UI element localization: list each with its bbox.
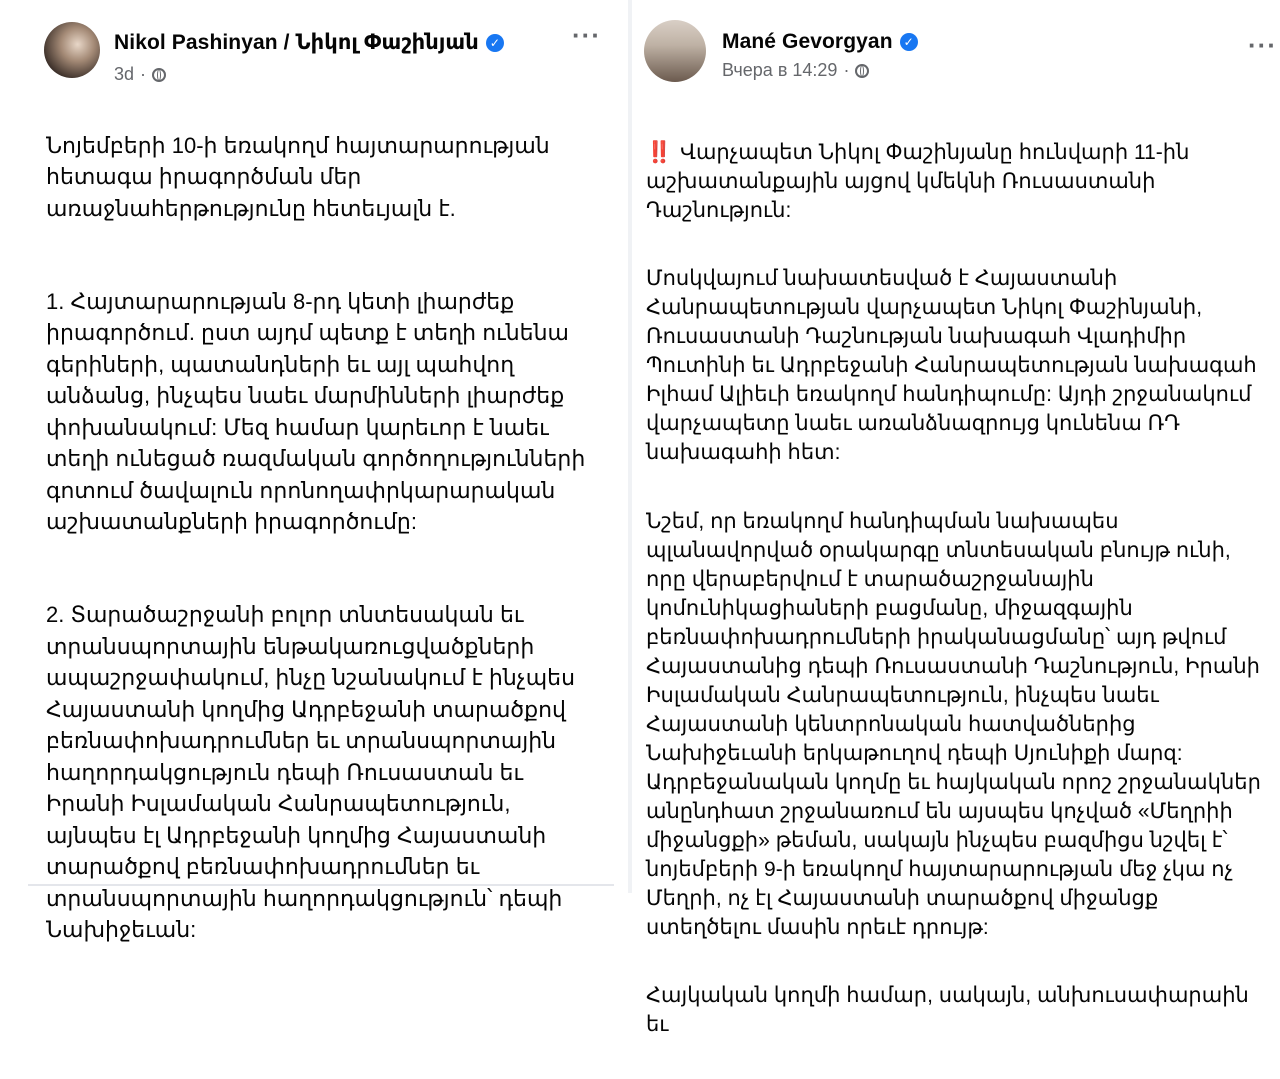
- post-paragraph: Նոյեմբերի 10-ի եռակողմ հայտարարության հետագա իրագործման մեր առաջնահերթությունը հետեւյալն է.: [46, 132, 550, 221]
- post-body: [46, 98, 616, 1007]
- meta-separator: ·: [140, 64, 147, 84]
- post-meta: [114, 64, 166, 85]
- divider: [28, 884, 614, 886]
- globe-icon[interactable]: [855, 64, 869, 78]
- author-name[interactable]: Nikol Pashinyan / Նիկոլ Փաշինյան: [114, 31, 479, 54]
- post-paragraph: Հայկական կողմի համար, սակայն, անխուսափարաին եւ: [646, 984, 1249, 1036]
- post-body: [646, 106, 1276, 1079]
- left-post-header: [114, 30, 504, 55]
- globe-icon[interactable]: [152, 68, 166, 82]
- right-post-header: [722, 30, 918, 54]
- post-paragraph: Նշեմ, որ եռակողմ հանդիպման նախապես պլանավորված օրակարգը տնտեսական բնույթ ունի, որը վերաբերվում է տարածաշրջանային կոմունիկացիաների բացմանը, միջազգային բեռնափոխադրումների իրականացմանը՝ այդ թվում Հայաստանից դեպի Ռուսաստանի Դաշնություն, Իրանի Իսլամական Հանրապետություն, ինչպես նաեւ Հայաստանի կենտրոնական հատվածներից Նախիջեւանի երկաթուղով դեպի Սյունիքի մարզ: Ադրբեջանական կողմը եւ հայկական որոշ շրջանակներ անընդհատ շրջանառում են այսպես կոչված «Մեղրիի միջանցքի» թեման, սակայն ինչպես բազմիցս նշվել է՝ նոյեմբերի 9-ի եռակողմ հայտարարության մեջ չկա ոչ Մեղրի, ոչ էլ Հայաստանի տարածքով միջանցք ստեղծելու մասին որեւէ դրույթ:: [646, 509, 1261, 939]
- post-paragraph-text: Վարչապետ Նիկոլ Փաշինյանը հունվարի 11-ին աշխատանքային այցով կմեկնի Ռուսաստանի Դաշնություն:: [646, 140, 1190, 222]
- post-timestamp[interactable]: Вчера в 14:29: [722, 60, 838, 80]
- double-exclamation-icon: ‼️: [646, 140, 673, 164]
- avatar[interactable]: [644, 20, 706, 82]
- post-meta: [722, 60, 869, 81]
- avatar[interactable]: [44, 22, 100, 78]
- post-paragraph: 1. Հայտարարության 8-րդ կետի լիարժեք իրագործում. ըստ այդմ պետք է տեղի ունենա գերիների, պատանդների եւ այլ պահվող անձանց, ինչպես նաեւ մարմինների լիարժեք փոխանակում: Մեզ համար կարեւոր է նաեւ տեղի ունեցած ռազմական գործողությունների գոտում ծավալուն որոնողափրկարարական աշխատանքների իրագործումը:: [46, 288, 586, 534]
- verified-badge-icon: ✓: [486, 34, 504, 52]
- more-options-icon[interactable]: ···: [572, 20, 601, 50]
- verified-badge-icon: ✓: [900, 33, 918, 51]
- author-name[interactable]: Mané Gevorgyan: [722, 30, 893, 53]
- left-post: [0, 0, 628, 942]
- meta-separator: ·: [843, 60, 850, 80]
- post-timestamp[interactable]: 3d: [114, 64, 135, 84]
- more-options-icon[interactable]: ···: [1248, 30, 1277, 60]
- post-paragraph: Մոսկվայում նախատեսված է Հայաստանի Հանրապետության վարչապետ Նիկոլ Փաշինյանի, Ռուսաստանի Դաշնության նախագահ Վլադիմիր Պուտինի եւ Ադրբեջանի Հանրապետության նախագահ Իլհամ Ալիեւի եռակողմ հանդիպումը: Այդի շրջանակում վարչապետը նաեւ առանձնազրույց կունենա ՌԴ նախագահի հետ:: [646, 267, 1257, 464]
- post-paragraph: [646, 138, 1276, 225]
- post-paragraph: 2. Տարածաշրջանի բոլոր տնտեսական եւ տրանսպորտային ենթակառուցվածքների ապաշրջափակում, ինչը նշանակում է ինչպես Հայաստանի կողմից Ադրբեջանի տարածքով բեռնափոխադրումներ եւ տրանսպորտային հաղորդակցություն դեպի Ռուսաստան եւ Իրանի Իսլամական Հանրապետություն, այնպես էլ Ադրբեջանի կողմից Հայաստանի տարածքով բեռնափոխադրումներ եւ տրանսպորտային հաղորդակցություն՝ դեպի Նախիջեւան:: [46, 602, 576, 942]
